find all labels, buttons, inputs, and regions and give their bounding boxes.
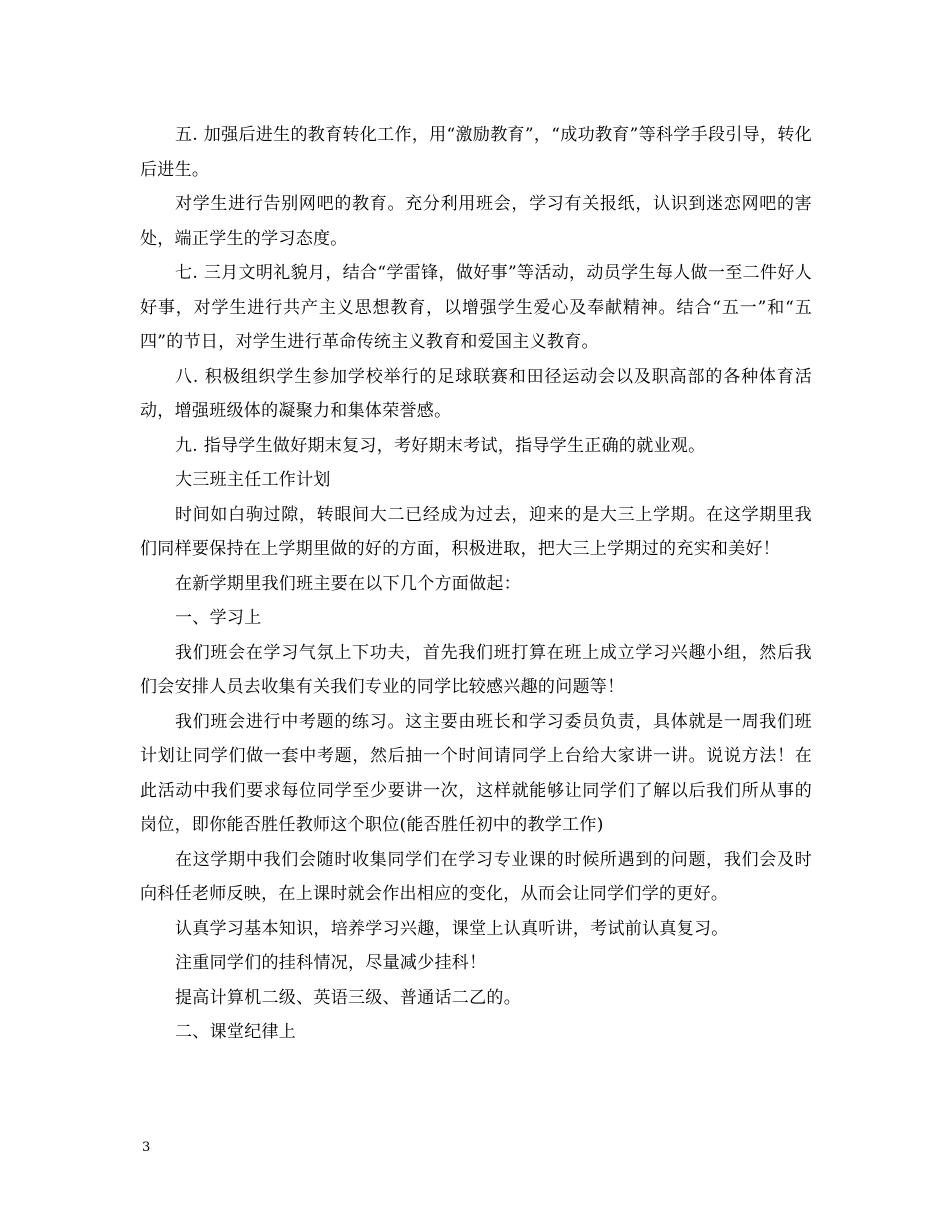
- paragraph-failed-courses: 注重同学们的挂科情况，尽量减少挂科！: [175, 953, 487, 973]
- paragraph-basic-knowledge: 认真学习基本知识，培养学习兴趣，课堂上认真听讲，考试前认真复习。: [175, 918, 729, 939]
- paragraph-item-5: 五. 加强后进生的教育转化工作，用“激励教育”，“成功教育”等科学手段引导，转化后进生。: [140, 125, 812, 180]
- paragraph-item-8: 八. 积极组织学生参加学校举行的足球联赛和田径运动会以及职高部的各种体育活动，增强班级体的凝聚力和集体荣誉感。: [140, 366, 812, 421]
- paragraph-intro: 时间如白驹过隙，转眼间大二已经成为过去，迎来的是大三上学期。在这学期里我们同样要保持在上学期里做的好的方面，积极进取，把大三上学期过的充实和美好！: [140, 504, 812, 559]
- section-title: 大三班主任工作计划: [175, 470, 331, 490]
- heading-discipline: 二、课堂纪律上: [175, 1022, 297, 1042]
- heading-study: 一、学习上: [175, 608, 262, 628]
- paragraph-aspects: 在新学期里我们班主要在以下几个方面做起：: [175, 573, 521, 594]
- paragraph-item-7: 七. 三月文明礼貌月，结合“学雷锋，做好事”等活动，动员学生每人做一至二件好人好事，对学生进行共产主义思想教育，以增强学生爱心及奉献精神。结合“五一”和“五四”的节日，对学生进行革命传统主义教育和爱国主义教育。: [140, 263, 812, 352]
- paragraph-certificates: 提高计算机二级、英语三级、普通话二乙的。: [175, 987, 521, 1008]
- paragraph-network-cafe: 对学生进行告别网吧的教育。充分利用班会，学习有关报纸，认识到迷恋网吧的害处，端正学生的学习态度。: [140, 194, 812, 249]
- paragraph-exam-practice: 我们班会进行中考题的练习。这主要由班长和学习委员负责，具体就是一周我们班计划让同学们做一套中考题，然后抽一个时间请同学上台给大家讲一讲。说说方法！在此活动中我们要求每位同学至少要讲一次，这样就能够让同学们了解以后我们所从事的岗位，即你能否胜任教师这个职位(能否胜任初中的教学工作): [140, 711, 812, 835]
- document-body: [140, 118, 812, 1050]
- paragraph-item-9: 九. 指导学生做好期末复习，考好期末考试，指导学生正确的就业观。: [175, 435, 706, 456]
- paragraph-collect-questions: 在这学期中我们会随时收集同学们在学习专业课的时候所遇到的问题，我们会及时向科任老师反映，在上课时就会作出相应的变化，从而会让同学们学的更好。: [140, 849, 812, 904]
- page-number: 3: [142, 1140, 151, 1155]
- paragraph-study-group: 我们班会在学习气氛上下功夫，首先我们班打算在班上成立学习兴趣小组，然后我们会安排人员去收集有关我们专业的同学比较感兴趣的问题等！: [140, 642, 812, 697]
